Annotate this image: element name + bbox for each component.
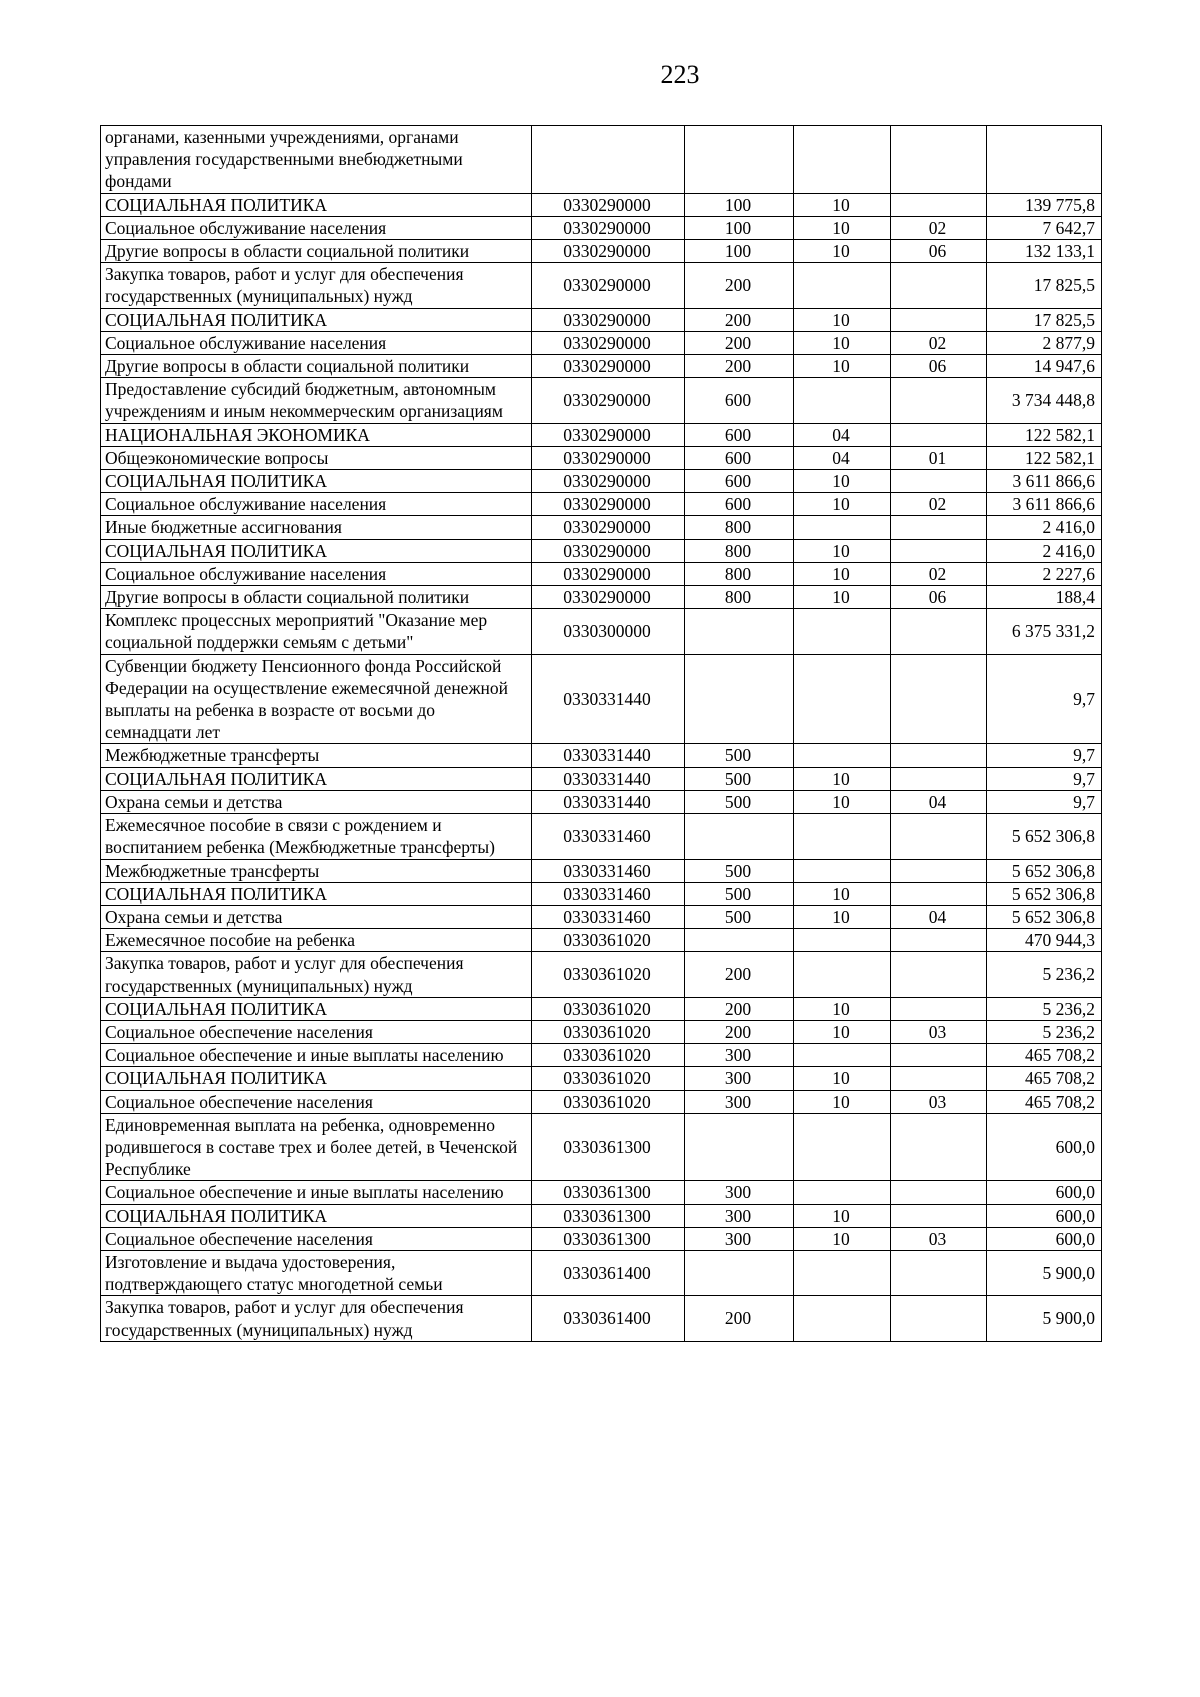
row-expense-type-cell: 200 xyxy=(685,331,794,354)
row-subsection-cell: 02 xyxy=(891,331,987,354)
row-name-cell: Комплекс процессных мероприятий "Оказание мер социальной поддержки семьям с детьми" xyxy=(101,609,532,654)
row-expense-type-cell: 800 xyxy=(685,586,794,609)
row-code-cell: 0330361020 xyxy=(532,952,685,997)
row-name-cell: Общеэкономические вопросы xyxy=(101,446,532,469)
row-name-cell: Социальное обеспечение и иные выплаты населению xyxy=(101,1044,532,1067)
row-amount-cell: 465 708,2 xyxy=(987,1090,1102,1113)
row-amount-cell: 2 877,9 xyxy=(987,331,1102,354)
table-row xyxy=(101,929,1102,952)
row-amount-cell: 6 375 331,2 xyxy=(987,609,1102,654)
row-amount-cell: 5 652 306,8 xyxy=(987,905,1102,928)
row-subsection-cell: 06 xyxy=(891,586,987,609)
row-name-cell: Другие вопросы в области социальной политики xyxy=(101,240,532,263)
row-code-cell: 0330290000 xyxy=(532,470,685,493)
table-row xyxy=(101,516,1102,539)
budget-table-body xyxy=(101,126,1102,1342)
row-section-cell: 10 xyxy=(794,790,891,813)
table-row xyxy=(101,216,1102,239)
row-subsection-cell: 04 xyxy=(891,905,987,928)
row-section-cell: 10 xyxy=(794,1090,891,1113)
table-row xyxy=(101,1090,1102,1113)
row-subsection-cell xyxy=(891,193,987,216)
row-section-cell: 10 xyxy=(794,905,891,928)
table-row xyxy=(101,1044,1102,1067)
row-expense-type-cell: 600 xyxy=(685,378,794,423)
row-subsection-cell xyxy=(891,1204,987,1227)
row-expense-type-cell: 500 xyxy=(685,767,794,790)
row-subsection-cell xyxy=(891,1181,987,1204)
budget-table xyxy=(100,125,1102,1342)
row-section-cell xyxy=(794,609,891,654)
row-section-cell: 10 xyxy=(794,586,891,609)
row-expense-type-cell: 200 xyxy=(685,1296,794,1341)
row-code-cell: 0330331440 xyxy=(532,654,685,744)
row-name-cell: Единовременная выплата на ребенка, одновременно родившегося в составе трех и более детей, в Чеченской Республике xyxy=(101,1113,532,1181)
row-amount-cell: 5 236,2 xyxy=(987,952,1102,997)
row-amount-cell: 465 708,2 xyxy=(987,1044,1102,1067)
table-row xyxy=(101,744,1102,767)
row-amount-cell: 2 416,0 xyxy=(987,516,1102,539)
row-name-cell: СОЦИАЛЬНАЯ ПОЛИТИКА xyxy=(101,539,532,562)
row-section-cell: 10 xyxy=(794,539,891,562)
row-expense-type-cell: 600 xyxy=(685,446,794,469)
table-row xyxy=(101,767,1102,790)
row-code-cell: 0330331440 xyxy=(532,767,685,790)
table-row xyxy=(101,586,1102,609)
row-code-cell: 0330290000 xyxy=(532,516,685,539)
row-section-cell xyxy=(794,929,891,952)
row-subsection-cell: 03 xyxy=(891,1090,987,1113)
row-amount-cell: 2 227,6 xyxy=(987,562,1102,585)
row-name-cell: Другие вопросы в области социальной политики xyxy=(101,586,532,609)
row-name-cell: Социальное обеспечение и иные выплаты населению xyxy=(101,1181,532,1204)
row-section-cell: 10 xyxy=(794,767,891,790)
row-section-cell xyxy=(794,1181,891,1204)
table-row xyxy=(101,952,1102,997)
row-section-cell xyxy=(794,952,891,997)
row-amount-cell: 5 652 306,8 xyxy=(987,814,1102,859)
row-code-cell: 0330290000 xyxy=(532,193,685,216)
row-subsection-cell xyxy=(891,470,987,493)
row-subsection-cell xyxy=(891,423,987,446)
table-row xyxy=(101,308,1102,331)
row-amount-cell: 3 611 866,6 xyxy=(987,493,1102,516)
row-code-cell: 0330361020 xyxy=(532,1044,685,1067)
row-expense-type-cell: 300 xyxy=(685,1204,794,1227)
row-subsection-cell: 06 xyxy=(891,355,987,378)
table-row xyxy=(101,1020,1102,1043)
row-subsection-cell xyxy=(891,1113,987,1181)
row-expense-type-cell: 500 xyxy=(685,790,794,813)
row-section-cell: 10 xyxy=(794,562,891,585)
row-name-cell: Социальное обслуживание населения xyxy=(101,216,532,239)
row-code-cell: 0330361020 xyxy=(532,1067,685,1090)
table-row xyxy=(101,654,1102,744)
row-subsection-cell xyxy=(891,767,987,790)
row-section-cell: 10 xyxy=(794,1204,891,1227)
table-row xyxy=(101,882,1102,905)
row-name-cell: СОЦИАЛЬНАЯ ПОЛИТИКА xyxy=(101,767,532,790)
row-expense-type-cell: 100 xyxy=(685,216,794,239)
row-expense-type-cell: 200 xyxy=(685,355,794,378)
table-row xyxy=(101,905,1102,928)
table-row xyxy=(101,1067,1102,1090)
row-subsection-cell xyxy=(891,539,987,562)
row-code-cell: 0330361300 xyxy=(532,1227,685,1250)
row-section-cell xyxy=(794,654,891,744)
row-amount-cell: 3 611 866,6 xyxy=(987,470,1102,493)
row-name-cell: Социальное обслуживание населения xyxy=(101,493,532,516)
row-amount-cell: 600,0 xyxy=(987,1227,1102,1250)
table-row xyxy=(101,126,1102,194)
table-row xyxy=(101,423,1102,446)
row-name-cell: Предоставление субсидий бюджетным, автономным учреждениям и иным некоммерческим организациям xyxy=(101,378,532,423)
row-amount-cell: 2 416,0 xyxy=(987,539,1102,562)
row-section-cell: 10 xyxy=(794,355,891,378)
table-row xyxy=(101,493,1102,516)
row-section-cell xyxy=(794,1296,891,1341)
row-expense-type-cell: 200 xyxy=(685,308,794,331)
row-expense-type-cell xyxy=(685,814,794,859)
row-section-cell xyxy=(794,744,891,767)
row-amount-cell: 5 236,2 xyxy=(987,997,1102,1020)
row-amount-cell: 7 642,7 xyxy=(987,216,1102,239)
row-code-cell: 0330300000 xyxy=(532,609,685,654)
row-code-cell: 0330290000 xyxy=(532,240,685,263)
table-row xyxy=(101,539,1102,562)
row-code-cell: 0330331460 xyxy=(532,859,685,882)
row-subsection-cell xyxy=(891,882,987,905)
table-row xyxy=(101,470,1102,493)
page-number: 223 xyxy=(660,60,700,89)
row-subsection-cell: 03 xyxy=(891,1020,987,1043)
row-name-cell: Социальное обеспечение населения xyxy=(101,1090,532,1113)
row-expense-type-cell: 200 xyxy=(685,997,794,1020)
row-amount-cell: 122 582,1 xyxy=(987,446,1102,469)
row-section-cell xyxy=(794,378,891,423)
row-expense-type-cell xyxy=(685,654,794,744)
row-expense-type-cell: 500 xyxy=(685,905,794,928)
row-section-cell: 04 xyxy=(794,423,891,446)
row-code-cell: 0330361400 xyxy=(532,1250,685,1295)
row-code-cell: 0330290000 xyxy=(532,446,685,469)
table-row xyxy=(101,378,1102,423)
row-name-cell: СОЦИАЛЬНАЯ ПОЛИТИКА xyxy=(101,193,532,216)
row-subsection-cell xyxy=(891,744,987,767)
row-name-cell: СОЦИАЛЬНАЯ ПОЛИТИКА xyxy=(101,1204,532,1227)
row-amount-cell: 14 947,6 xyxy=(987,355,1102,378)
row-amount-cell: 132 133,1 xyxy=(987,240,1102,263)
row-amount-cell: 5 236,2 xyxy=(987,1020,1102,1043)
row-expense-type-cell: 200 xyxy=(685,263,794,308)
row-amount-cell: 5 900,0 xyxy=(987,1296,1102,1341)
row-code-cell: 0330331440 xyxy=(532,744,685,767)
row-code-cell: 0330331460 xyxy=(532,814,685,859)
row-expense-type-cell: 300 xyxy=(685,1227,794,1250)
row-code-cell: 0330290000 xyxy=(532,331,685,354)
row-amount-cell: 188,4 xyxy=(987,586,1102,609)
table-row xyxy=(101,263,1102,308)
row-subsection-cell: 06 xyxy=(891,240,987,263)
row-amount-cell: 5 900,0 xyxy=(987,1250,1102,1295)
table-row xyxy=(101,1250,1102,1295)
table-row xyxy=(101,446,1102,469)
row-expense-type-cell xyxy=(685,1250,794,1295)
row-subsection-cell xyxy=(891,654,987,744)
table-row xyxy=(101,193,1102,216)
row-section-cell xyxy=(794,859,891,882)
row-section-cell: 10 xyxy=(794,1227,891,1250)
row-name-cell: Закупка товаров, работ и услуг для обеспечения государственных (муниципальных) нужд xyxy=(101,952,532,997)
row-code-cell: 0330290000 xyxy=(532,216,685,239)
row-section-cell xyxy=(794,516,891,539)
row-name-cell: Социальное обслуживание населения xyxy=(101,331,532,354)
row-expense-type-cell: 200 xyxy=(685,1020,794,1043)
row-expense-type-cell xyxy=(685,929,794,952)
row-expense-type-cell: 300 xyxy=(685,1067,794,1090)
row-expense-type-cell: 100 xyxy=(685,240,794,263)
row-code-cell: 0330290000 xyxy=(532,562,685,585)
row-section-cell: 10 xyxy=(794,308,891,331)
row-name-cell: Социальное обеспечение населения xyxy=(101,1020,532,1043)
row-amount-cell: 5 652 306,8 xyxy=(987,859,1102,882)
row-section-cell xyxy=(794,1250,891,1295)
row-code-cell: 0330331460 xyxy=(532,905,685,928)
row-section-cell: 10 xyxy=(794,882,891,905)
row-code-cell: 0330361300 xyxy=(532,1204,685,1227)
row-expense-type-cell: 800 xyxy=(685,516,794,539)
table-row xyxy=(101,1296,1102,1341)
row-section-cell: 04 xyxy=(794,446,891,469)
row-amount-cell: 122 582,1 xyxy=(987,423,1102,446)
row-subsection-cell xyxy=(891,1067,987,1090)
row-amount-cell: 9,7 xyxy=(987,654,1102,744)
row-amount-cell: 600,0 xyxy=(987,1113,1102,1181)
row-subsection-cell xyxy=(891,997,987,1020)
row-section-cell: 10 xyxy=(794,240,891,263)
table-row xyxy=(101,997,1102,1020)
table-row xyxy=(101,1227,1102,1250)
row-expense-type-cell: 200 xyxy=(685,952,794,997)
row-code-cell: 0330290000 xyxy=(532,378,685,423)
row-name-cell: СОЦИАЛЬНАЯ ПОЛИТИКА xyxy=(101,470,532,493)
row-section-cell: 10 xyxy=(794,1020,891,1043)
row-expense-type-cell: 300 xyxy=(685,1090,794,1113)
table-row xyxy=(101,609,1102,654)
row-section-cell xyxy=(794,1113,891,1181)
row-name-cell: СОЦИАЛЬНАЯ ПОЛИТИКА xyxy=(101,1067,532,1090)
row-name-cell: НАЦИОНАЛЬНАЯ ЭКОНОМИКА xyxy=(101,423,532,446)
table-row xyxy=(101,562,1102,585)
row-subsection-cell: 02 xyxy=(891,493,987,516)
row-code-cell: 0330290000 xyxy=(532,423,685,446)
row-subsection-cell: 01 xyxy=(891,446,987,469)
table-row xyxy=(101,814,1102,859)
row-name-cell: Социальное обслуживание населения xyxy=(101,562,532,585)
row-section-cell: 10 xyxy=(794,216,891,239)
row-subsection-cell: 02 xyxy=(891,562,987,585)
row-subsection-cell xyxy=(891,814,987,859)
row-expense-type-cell xyxy=(685,126,794,194)
row-code-cell: 0330290000 xyxy=(532,539,685,562)
row-amount-cell: 9,7 xyxy=(987,767,1102,790)
row-subsection-cell xyxy=(891,859,987,882)
row-subsection-cell xyxy=(891,126,987,194)
row-name-cell: Охрана семьи и детства xyxy=(101,905,532,928)
row-section-cell: 10 xyxy=(794,470,891,493)
table-row xyxy=(101,355,1102,378)
row-name-cell: Иные бюджетные ассигнования xyxy=(101,516,532,539)
row-name-cell: Закупка товаров, работ и услуг для обеспечения государственных (муниципальных) нужд xyxy=(101,263,532,308)
row-subsection-cell xyxy=(891,609,987,654)
row-section-cell xyxy=(794,263,891,308)
row-subsection-cell: 03 xyxy=(891,1227,987,1250)
row-amount-cell: 17 825,5 xyxy=(987,263,1102,308)
row-section-cell: 10 xyxy=(794,331,891,354)
row-expense-type-cell: 800 xyxy=(685,539,794,562)
row-amount-cell: 465 708,2 xyxy=(987,1067,1102,1090)
row-section-cell xyxy=(794,814,891,859)
row-subsection-cell xyxy=(891,308,987,331)
table-row xyxy=(101,1113,1102,1181)
row-expense-type-cell: 300 xyxy=(685,1044,794,1067)
row-subsection-cell xyxy=(891,952,987,997)
row-expense-type-cell: 500 xyxy=(685,744,794,767)
row-name-cell: Изготовление и выдача удостоверения, подтверждающего статус многодетной семьи xyxy=(101,1250,532,1295)
row-code-cell: 0330361400 xyxy=(532,1296,685,1341)
row-section-cell xyxy=(794,1044,891,1067)
row-name-cell: Ежемесячное пособие на ребенка xyxy=(101,929,532,952)
row-expense-type-cell xyxy=(685,1113,794,1181)
row-name-cell: Закупка товаров, работ и услуг для обеспечения государственных (муниципальных) нужд xyxy=(101,1296,532,1341)
row-code-cell: 0330290000 xyxy=(532,586,685,609)
row-name-cell: Межбюджетные трансферты xyxy=(101,744,532,767)
row-section-cell: 10 xyxy=(794,193,891,216)
row-section-cell: 10 xyxy=(794,493,891,516)
row-name-cell: СОЦИАЛЬНАЯ ПОЛИТИКА xyxy=(101,997,532,1020)
row-name-cell: Межбюджетные трансферты xyxy=(101,859,532,882)
row-expense-type-cell: 300 xyxy=(685,1181,794,1204)
row-name-cell: СОЦИАЛЬНАЯ ПОЛИТИКА xyxy=(101,308,532,331)
row-subsection-cell xyxy=(891,1296,987,1341)
row-code-cell xyxy=(532,126,685,194)
row-section-cell: 10 xyxy=(794,997,891,1020)
row-code-cell: 0330361300 xyxy=(532,1181,685,1204)
row-name-cell: СОЦИАЛЬНАЯ ПОЛИТИКА xyxy=(101,882,532,905)
row-subsection-cell xyxy=(891,516,987,539)
row-expense-type-cell: 500 xyxy=(685,882,794,905)
row-name-cell: Ежемесячное пособие в связи с рождением и воспитанием ребенка (Межбюджетные трансферты) xyxy=(101,814,532,859)
row-name-cell: Другие вопросы в области социальной политики xyxy=(101,355,532,378)
table-row xyxy=(101,1204,1102,1227)
row-subsection-cell xyxy=(891,263,987,308)
row-subsection-cell: 02 xyxy=(891,216,987,239)
table-row xyxy=(101,859,1102,882)
row-code-cell: 0330290000 xyxy=(532,355,685,378)
row-expense-type-cell: 800 xyxy=(685,562,794,585)
row-code-cell: 0330290000 xyxy=(532,493,685,516)
row-expense-type-cell: 600 xyxy=(685,423,794,446)
row-amount-cell: 3 734 448,8 xyxy=(987,378,1102,423)
table-row xyxy=(101,331,1102,354)
row-code-cell: 0330361020 xyxy=(532,929,685,952)
row-code-cell: 0330361020 xyxy=(532,1090,685,1113)
row-amount-cell: 600,0 xyxy=(987,1204,1102,1227)
row-name-cell: Охрана семьи и детства xyxy=(101,790,532,813)
row-section-cell: 10 xyxy=(794,1067,891,1090)
row-subsection-cell xyxy=(891,1250,987,1295)
row-name-cell: Субвенции бюджету Пенсионного фонда Российской Федерации на осуществление ежемесячной денежной выплаты на ребенка в возрасте от восьми до семнадцати лет xyxy=(101,654,532,744)
row-code-cell: 0330331440 xyxy=(532,790,685,813)
row-code-cell: 0330290000 xyxy=(532,308,685,331)
row-expense-type-cell: 500 xyxy=(685,859,794,882)
row-expense-type-cell xyxy=(685,609,794,654)
row-amount-cell xyxy=(987,126,1102,194)
row-name-cell: органами, казенными учреждениями, органами управления государственными внебюджетными фондами xyxy=(101,126,532,194)
row-expense-type-cell: 600 xyxy=(685,470,794,493)
row-amount-cell: 5 652 306,8 xyxy=(987,882,1102,905)
table-row xyxy=(101,1181,1102,1204)
row-code-cell: 0330290000 xyxy=(532,263,685,308)
row-amount-cell: 9,7 xyxy=(987,744,1102,767)
row-amount-cell: 17 825,5 xyxy=(987,308,1102,331)
row-amount-cell: 470 944,3 xyxy=(987,929,1102,952)
row-subsection-cell: 04 xyxy=(891,790,987,813)
row-expense-type-cell: 600 xyxy=(685,493,794,516)
table-row xyxy=(101,240,1102,263)
row-code-cell: 0330361020 xyxy=(532,1020,685,1043)
row-code-cell: 0330331460 xyxy=(532,882,685,905)
table-row xyxy=(101,790,1102,813)
row-subsection-cell xyxy=(891,1044,987,1067)
row-section-cell xyxy=(794,126,891,194)
row-name-cell: Социальное обеспечение населения xyxy=(101,1227,532,1250)
row-subsection-cell xyxy=(891,378,987,423)
row-subsection-cell xyxy=(891,929,987,952)
row-amount-cell: 600,0 xyxy=(987,1181,1102,1204)
row-code-cell: 0330361300 xyxy=(532,1113,685,1181)
row-amount-cell: 139 775,8 xyxy=(987,193,1102,216)
row-code-cell: 0330361020 xyxy=(532,997,685,1020)
row-expense-type-cell: 100 xyxy=(685,193,794,216)
row-amount-cell: 9,7 xyxy=(987,790,1102,813)
